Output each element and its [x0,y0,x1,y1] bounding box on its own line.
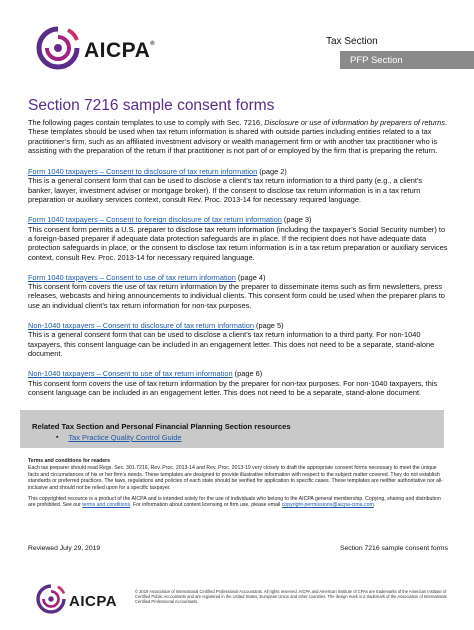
aicpa-logo-mark-icon [36,26,80,70]
main-content [28,118,448,408]
form-link[interactable]: Form 1040 taxpayers – Consent to foreign disclosure of tax return information [28,215,282,225]
form-entry: Form 1040 taxpayers – Consent to use of tax return information (page 4) This consent form covers the use of tax return information by the preparer to disseminate items such as firm newsletters, press releases, webcasts and hiring announcements to individual clients. This consent form could be used when the preparer plans to use an individual client’s tax return information for non-tax purposes. [28,273,448,310]
pfp-section-label: PFP Section [350,55,403,66]
form-link[interactable]: Non-1040 taxpayers – Consent to use of tax return information [28,369,233,379]
terms-link[interactable]: terms and conditions [82,502,131,509]
resource-item [56,433,432,442]
form-entry: Non-1040 taxpayers – Consent to disclosure of tax return information (page 5) This is a general consent form that can be used to disclose a client’s tax return information to a third party. For non-1040 taxpayers, this consent language can be included in an engagement letter. This does not need to be a separate, stand-alone document. [28,321,448,358]
reviewed-date: Reviewed July 29, 2019 [28,545,101,552]
resources-title: Related Tax Section and Personal Financial Planning Section resources [32,422,291,431]
aicpa-logo [36,26,155,70]
form-description: This consent form covers the use of tax return information by the preparer for non-tax purposes. For non-1040 taxpayers, this consent language can be included in an engagement letter. This does not need to be a separate, stand-alone document. [28,378,438,397]
form-entry: Non-1040 taxpayers – Consent to use of tax return information (page 6) This consent form covers the use of tax return information by the preparer for non-tax purposes. For non-1040 taxpayers, this consent language can be included in an engagement letter. This does not need to be a separate, stand-alone document. [28,369,448,397]
footer-logo [36,584,117,614]
terms-text: Each tax preparer should read Regs. Sec. 301.7216, Rev. Proc. 2013-14 and Rev. Proc. 2013-19 very closely to draft the appropriate consent forms necessary to meet the unique facts and circumstances of his or her firm’s needs. These templates are designed to provide illustrative information with respect to the subject matter covered. They do not establish standards or preferred practices. The laws, regulations and policies of each state should be verified for application to specific cases. These templates are neither authoritative nor all-inclusive and should not be relied upon for a specific taxpayer. [28,465,444,491]
tax-section-label: Tax Section [326,36,378,47]
aicpa-footer-mark-icon [36,584,66,614]
email-link[interactable]: copyright-permissions@aicpa-cima.com [281,502,374,509]
form-description: This consent form covers the use of tax return information by the preparer to disseminate items such as firm newsletters, press releases, webcasts and hiring announcements to individual clients. This consent form could be used when the preparer plans to use an individual client’s tax return information for non-tax purposes. [28,282,445,310]
page-title: Section 7216 sample consent forms [28,97,275,114]
terms-title: Terms and conditions for readers [28,458,111,464]
footer-row [28,545,448,552]
footer-copyright: © 2019 Association of International Certified Professional Accountants. All rights reserved. AICPA and American Institute of CPAs are trademarks of the American Institute of Certified Public Accountants and are registered in the United States, European Union and other countries. The design mark is a trademark of the Association of International Certified Professional Accountants. [135,589,447,605]
form-description: This consent form permits a U.S. preparer to disclose tax return information (including the taxpayer’s Social Security number) to a foreign-based preparer if adequate data protection safeguards are in place. If the recipient does not have adequate data protection safeguards in place, or the consent to disclose tax return information is in a tax return preparation or auxiliary services context, consult Rev. Proc. 2013-14 for necessary required language. [28,224,448,262]
form-entry: Form 1040 taxpayers – Consent to foreign disclosure of tax return information (page 3) This consent form permits a U.S. preparer to disclose tax return information (including the taxpayer’s Social Security number) to a foreign-based preparer if adequate data protection safeguards are in place. If the recipient does not have adequate data protection safeguards in place, or the consent to disclose tax return information is in a tax return preparation or auxiliary services context, consult Rev. Proc. 2013-14 for necessary required language. [28,215,448,262]
footer-logo-text: AICPA [69,592,118,610]
logo-text: AICPA® [84,39,156,62]
form-link[interactable]: Form 1040 taxpayers – Consent to use of tax return information [28,272,236,282]
bullet-icon: ▪ [56,434,59,441]
form-entry: Form 1040 taxpayers – Consent to disclosure of tax return information (page 2) This is a general consent form that can be used to disclose a client’s tax return information to a third party (e.g., a client’s banker, lawyer, investment adviser or mortgage broker). If the consent to disclose tax return information is in a tax return preparation or auxiliary services context, consult Rev. Proc. 2013-14 for necessary required language. [28,167,448,204]
form-description: This is a general consent form that can be used to disclose a client’s tax return information to a third party (e.g., a client’s banker, lawyer, investment adviser or mortgage broker). If the consent to disclose tax return information is in a tax return preparation or auxiliary services context, consult Rev. Proc. 2013-14 for necessary required language. [28,176,423,205]
form-link[interactable]: Form 1040 taxpayers – Consent to disclosure of tax return information [28,167,258,177]
form-link[interactable]: Non-1040 taxpayers – Consent to disclosure of tax return information [28,321,254,331]
form-description: This is a general consent form that can be used to disclose a client’s tax return information to a third party. For non-1040 taxpayers, this consent language can be included in an engagement letter. This does not need to be a separate, stand-alone document. [28,330,435,358]
resource-link[interactable]: Tax Practice Quality Control Guide [68,433,182,442]
terms-section [28,458,448,514]
resources-box [20,410,444,448]
copyright-notice: This copyrighted resource is a product of the AICPA and is intended solely for the use of individuals who belong to the AICPA general membership. Copying, sharing and distribution are prohibited. See our terms and conditions. For information about content licensing or firm use, please email copyright-permissions@aicpa-cima.com. [28,496,441,509]
intro-paragraph: The following pages contain templates to use to comply with Sec. 7216, Disclosure or use of information by preparers of returns. These templates should be used when tax return information is shared with outside parties including entities related to a tax practitioner’s firm, such as an affiliated investment advisory or wealth management firm or with another tax practitioner who is assisting with the preparation of the return if that practitioner is not part of or employed by the firm that is preparing the return. [28,118,448,155]
page-header [0,0,474,82]
footer-doc-title: Section 7216 sample consent forms [339,545,448,552]
